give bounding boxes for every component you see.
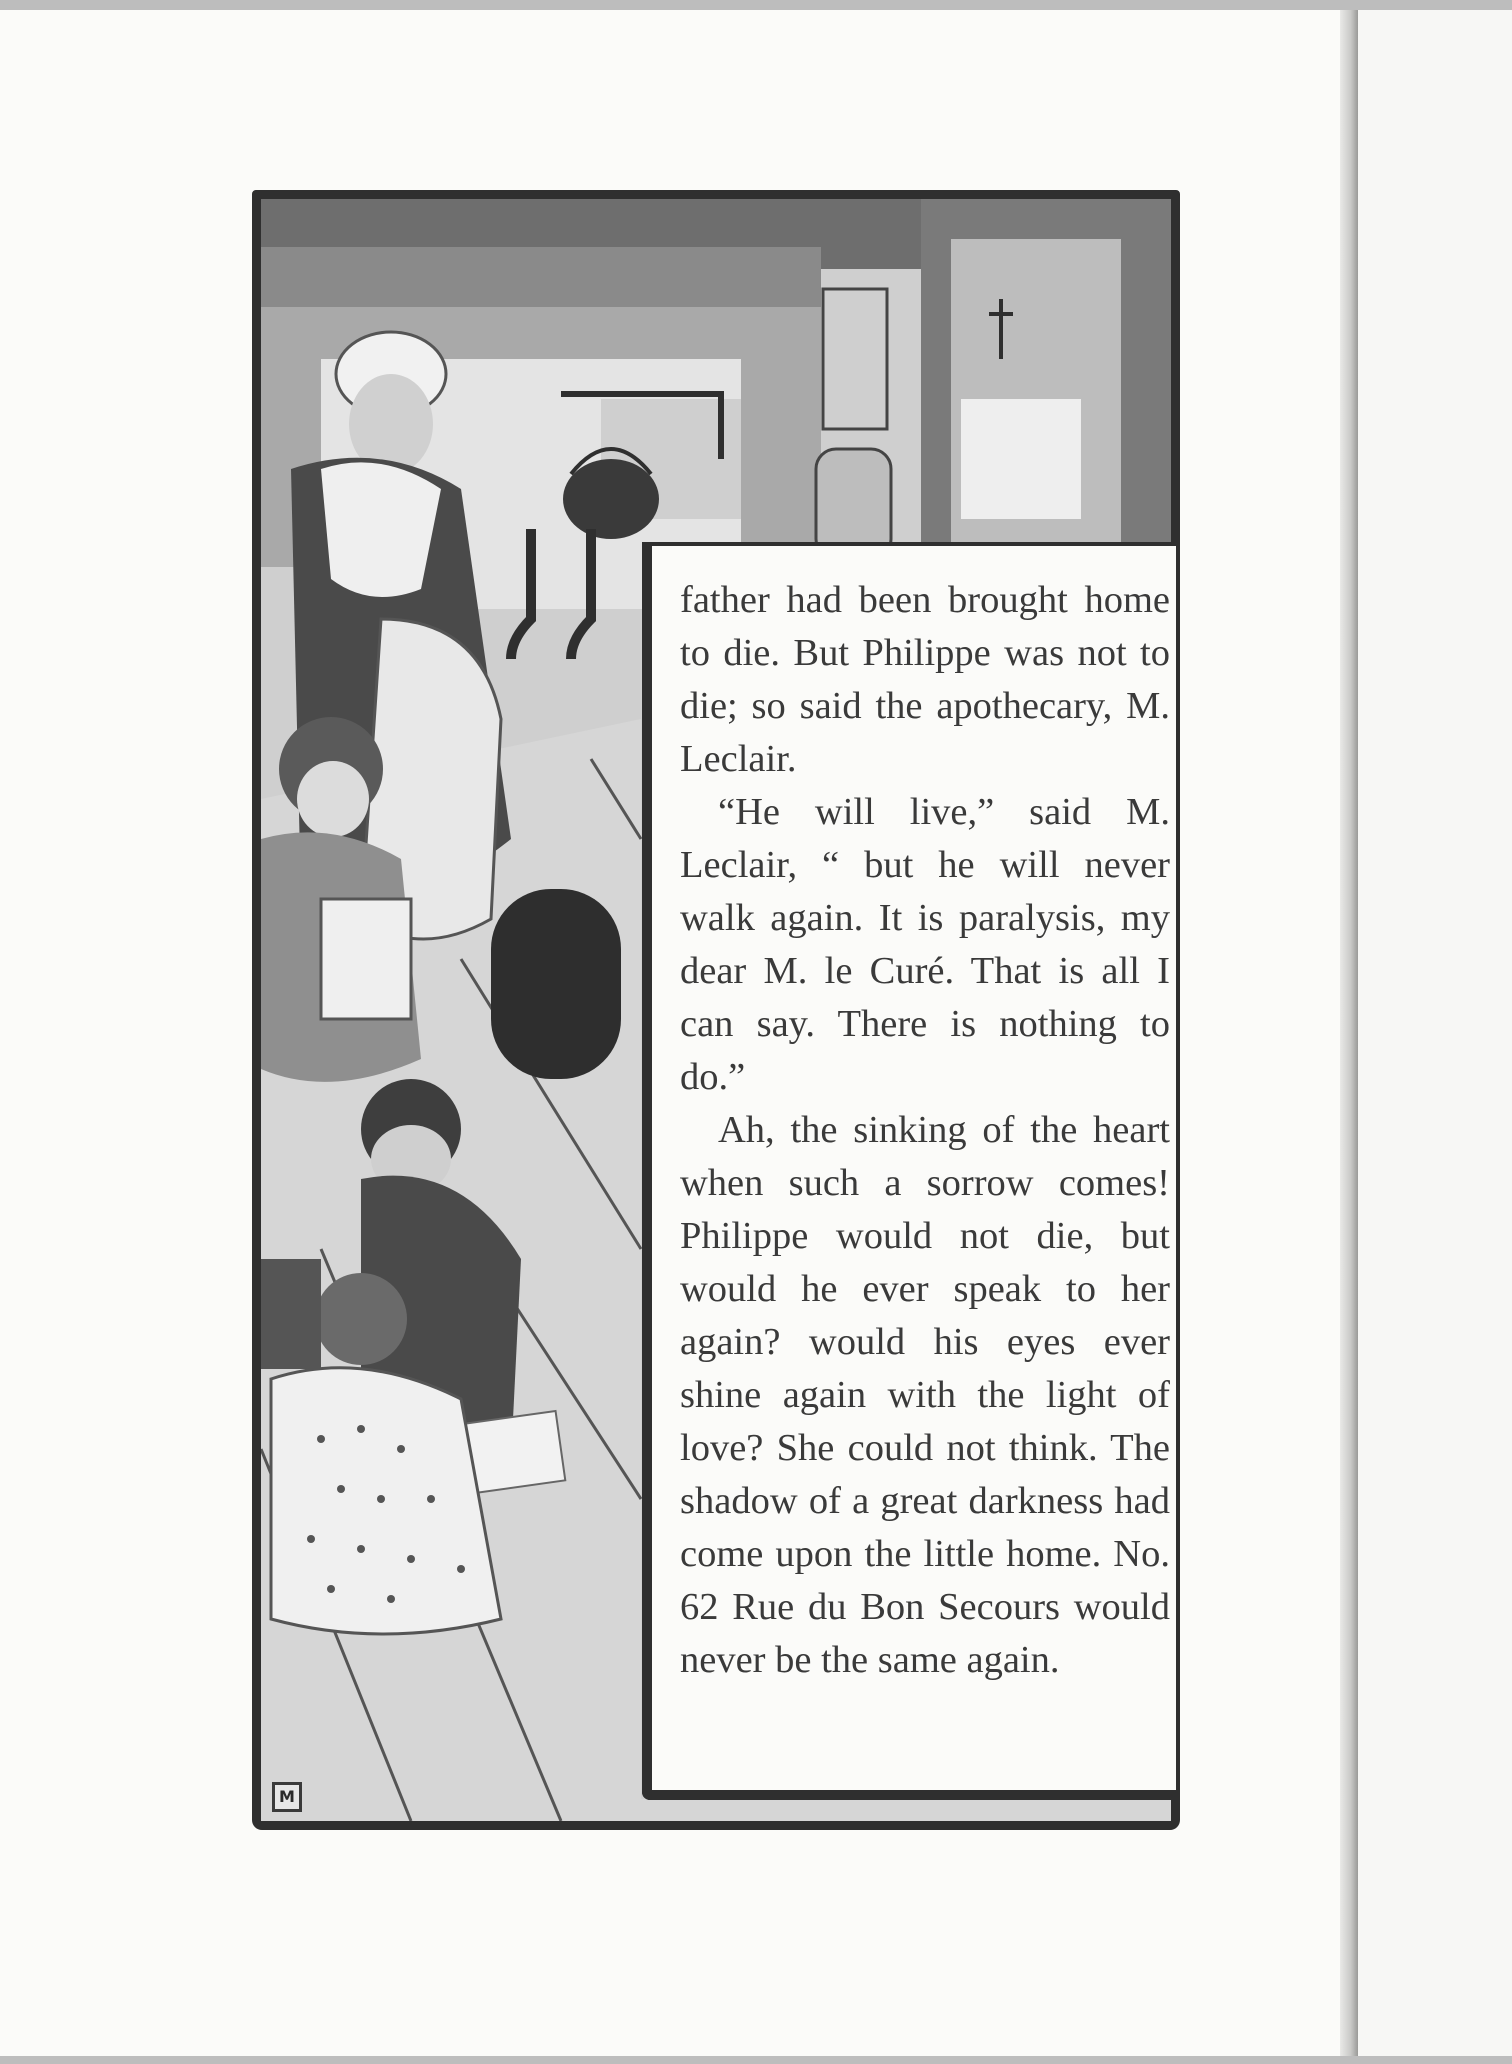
body-text — [680, 574, 1170, 1687]
artist-monogram: M — [272, 1782, 302, 1812]
paragraph: Ah, the sinking of the heart when such a sorrow comes! Philippe would not die, but would he ever speak to her again? would his eyes ever shine again with the light of love? She could not think. The shadow of a great darkness had come upon the little home. No. 62 Rue du Bon Secours would never be the same again. — [680, 1109, 1170, 1681]
paragraph: “He will live,” said M. Leclair, “ but he will never walk again. It is paralysis, my dear M. le Curé. That is all I can say. There is nothing to do.” — [680, 791, 1170, 1098]
facing-page-edge — [1358, 10, 1512, 2056]
paragraph: father had been brought home to die. But Philippe was not to die; so said the apothecary, M. Leclair. — [680, 579, 1170, 780]
book-binding-gutter — [1340, 10, 1358, 2056]
text-column-panel — [642, 542, 1176, 1800]
